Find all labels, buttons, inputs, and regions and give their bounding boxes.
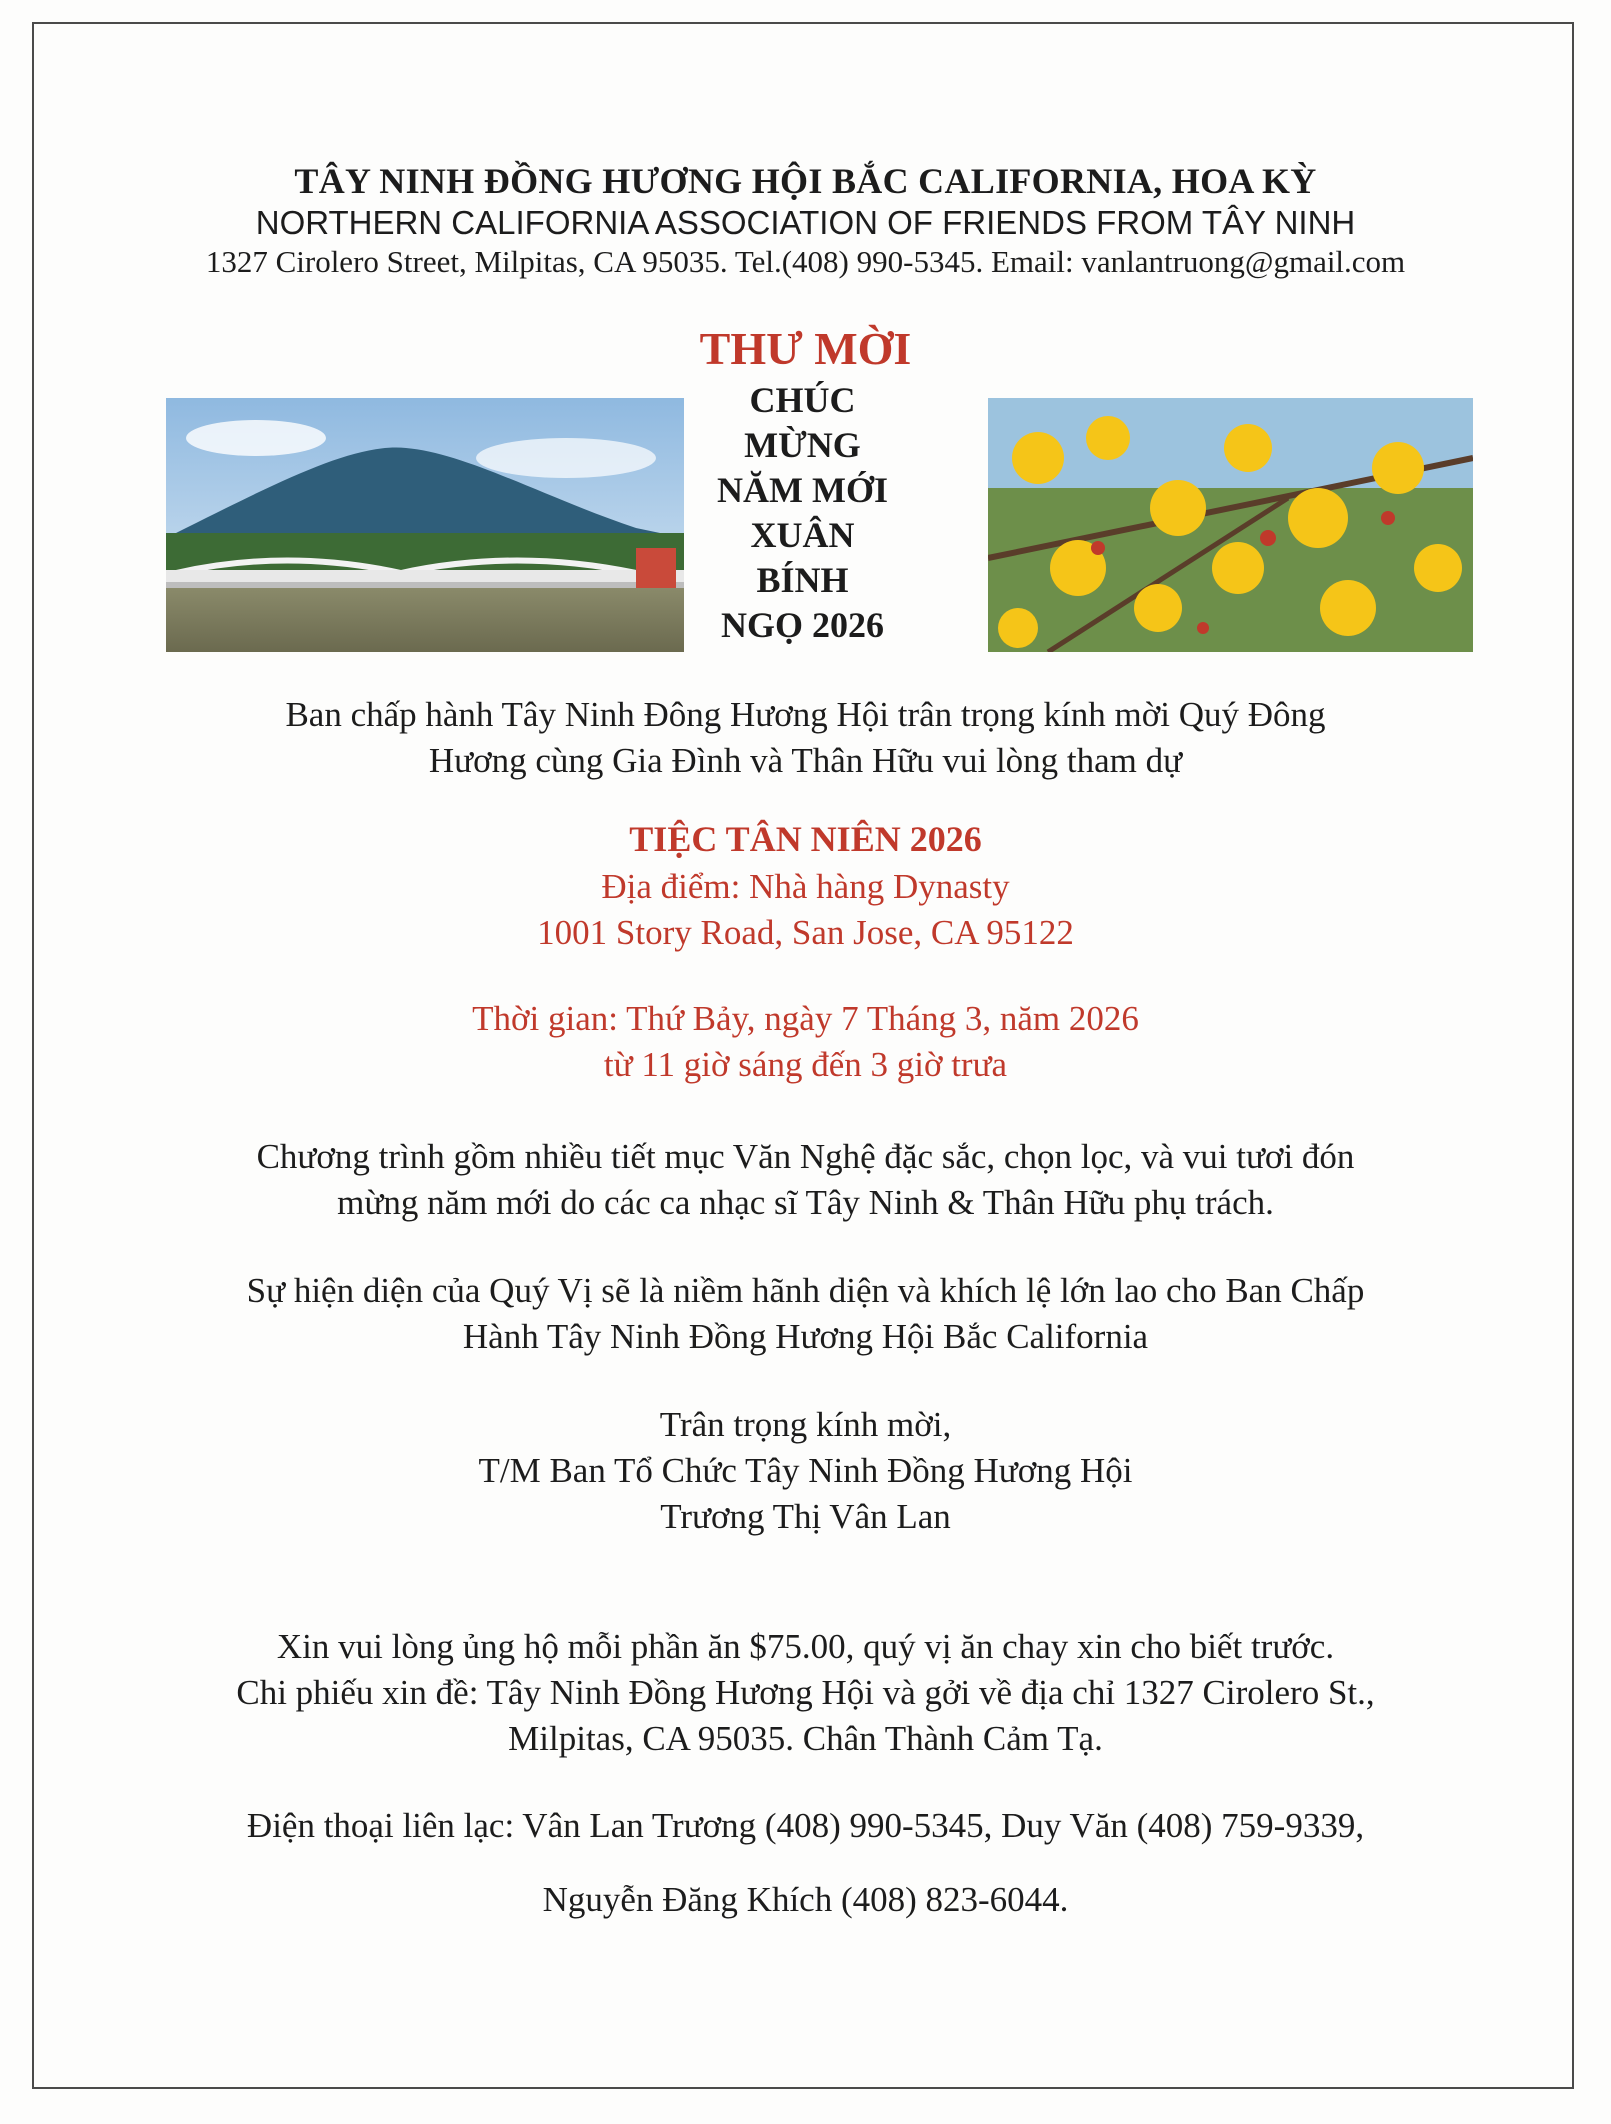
program-line: Chương trình gồm nhiều tiết mục Văn Nghệ đặc sắc, chọn lọc, và vui tươi đón [256, 1137, 1355, 1176]
greeting-line: XUÂN [750, 515, 855, 555]
presence-line: Hành Tây Ninh Đồng Hương Hội Bắc California [462, 1317, 1149, 1356]
greeting-line: BÍNH [756, 560, 849, 600]
venue-name: Địa điểm: Nhà hàng Dynasty [601, 867, 1010, 906]
salutation: Trân trọng kính mời, [659, 1405, 952, 1444]
new-year-greeting [680, 378, 925, 648]
closing-block [0, 1402, 1611, 1540]
intro-line: Hương cùng Gia Đình và Thân Hữu vui lòng tham dự [428, 741, 1183, 780]
event-date: Thời gian: Thứ Bảy, ngày 7 Tháng 3, năm 2026 [472, 999, 1139, 1038]
intro-line: Ban chấp hành Tây Ninh Đông Hương Hội trân trọng kính mời Quý Đông [285, 695, 1326, 734]
greeting-line: NGỌ 2026 [720, 605, 884, 645]
program-paragraph [0, 1134, 1611, 1226]
greeting-line: NĂM MỚI [717, 470, 888, 510]
contact-line: Nguyễn Đăng Khích (408) 823-6044. [542, 1880, 1069, 1919]
intro-paragraph [0, 692, 1611, 784]
on-behalf: T/M Ban Tổ Chức Tây Ninh Đồng Hương Hội [478, 1451, 1133, 1490]
donation-line: Milpitas, CA 95035. Chân Thành Cảm Tạ. [508, 1719, 1103, 1758]
event-time [0, 996, 1611, 1088]
donation-line: Xin vui lòng ủng hộ mỗi phần ăn $75.00, quý vị ăn chay xin cho biết trước. [276, 1627, 1335, 1666]
signer-name: Trương Thị Vân Lan [660, 1497, 951, 1536]
event-hours: từ 11 giờ sáng đến 3 giờ trưa [603, 1045, 1008, 1084]
association-address: 1327 Cirolero Street, Milpitas, CA 95035. Tel.(408) 990-5345. Email: vanlantruong@gmail.com [205, 244, 1406, 279]
greeting-line: CHÚC [749, 380, 856, 420]
mountain-bridge-photo [166, 398, 684, 652]
association-subtitle: NORTHERN CALIFORNIA ASSOCIATION OF FRIENDS FROM TÂY NINH [255, 204, 1356, 241]
presence-paragraph [0, 1268, 1611, 1360]
donation-line: Chi phiếu xin đề: Tây Ninh Đồng Hương Hội và gởi về địa chỉ 1327 Cirolero St., [236, 1673, 1375, 1712]
association-title: TÂY NINH ĐỒNG HƯƠNG HỘI BẮC CALIFORNIA, HOA KỲ [294, 161, 1317, 201]
event-venue [0, 864, 1611, 956]
presence-line: Sự hiện diện của Quý Vị sẽ là niềm hãnh diện và khích lệ lớn lao cho Ban Chấp [246, 1271, 1365, 1310]
contact-line: Điện thoại liên lạc: Vân Lan Trương (408) 990-5345, Duy Văn (408) 759-9339, [246, 1806, 1365, 1845]
program-line: mừng năm mới do các ca nhạc sĩ Tây Ninh & Thân Hữu phụ trách. [337, 1183, 1274, 1222]
venue-address: 1001 Story Road, San Jose, CA 95122 [537, 913, 1074, 952]
donation-paragraph [0, 1624, 1611, 1762]
apricot-blossom-photo [988, 398, 1473, 652]
invitation-title: THƯ MỜI [699, 323, 912, 374]
event-title: TIỆC TÂN NIÊN 2026 [629, 819, 982, 859]
greeting-line: MỪNG [744, 425, 861, 465]
